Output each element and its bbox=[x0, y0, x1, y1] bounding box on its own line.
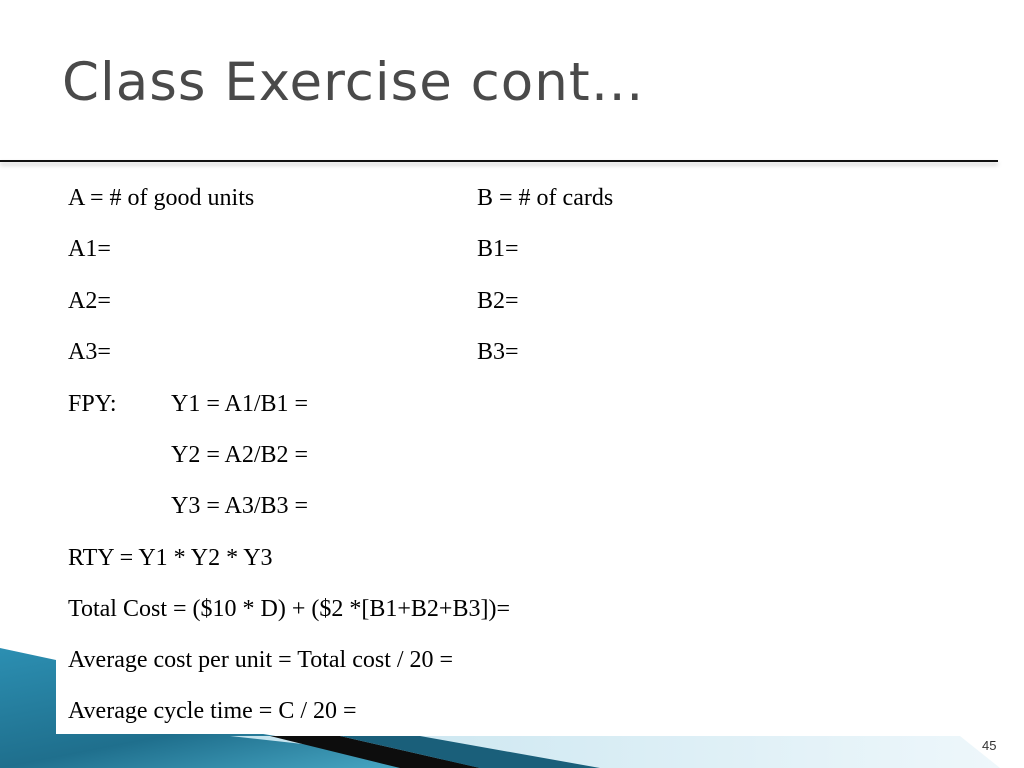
fpy-label: FPY: bbox=[68, 391, 117, 417]
value-b1: B1= bbox=[477, 236, 519, 262]
value-a1: A1= bbox=[68, 236, 111, 262]
value-a3: A3= bbox=[68, 339, 111, 365]
yield-y3: Y3 = A3/B3 = bbox=[171, 493, 309, 519]
total-cost-formula: Total Cost = ($10 * D) + ($2 *[B1+B2+B3])= bbox=[68, 596, 510, 622]
title-divider bbox=[0, 160, 998, 162]
rty-formula: RTY = Y1 * Y2 * Y3 bbox=[68, 545, 273, 571]
yield-y2: Y2 = A2/B2 = bbox=[171, 442, 309, 468]
value-b2: B2= bbox=[477, 288, 519, 314]
average-cost-formula: Average cost per unit = Total cost / 20 = bbox=[68, 647, 454, 673]
definition-a: A = # of good units bbox=[68, 185, 255, 211]
average-cycle-time-formula: Average cycle time = C / 20 = bbox=[68, 698, 357, 724]
value-b3: B3= bbox=[477, 339, 519, 365]
yield-y1: Y1 = A1/B1 = bbox=[171, 391, 309, 417]
definition-b: B = # of cards bbox=[477, 185, 614, 211]
page-number: 45 bbox=[982, 738, 997, 753]
slide-title: Class Exercise cont… bbox=[62, 52, 645, 113]
value-a2: A2= bbox=[68, 288, 111, 314]
